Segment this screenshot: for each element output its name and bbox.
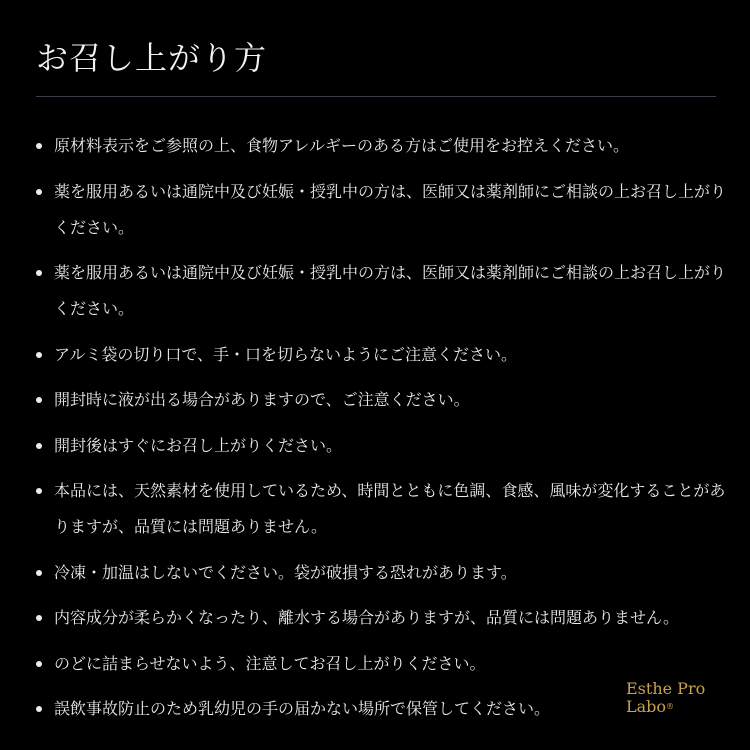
list-item — [36, 428, 726, 464]
list-item-text: 開封時に液が出る場合がありますので、ご注意ください。 — [54, 390, 470, 409]
precautions-list — [36, 128, 726, 737]
bullet-icon — [36, 570, 42, 576]
list-item-text: のどに詰まらせないよう、注意してお召し上がりください。 — [54, 653, 486, 673]
bullet-icon — [36, 397, 42, 403]
brand-logo — [626, 680, 705, 716]
bullet-icon — [36, 443, 42, 449]
list-item — [36, 382, 726, 418]
list-item — [36, 174, 726, 246]
bullet-icon — [36, 615, 42, 621]
logo-line-2 — [626, 698, 705, 716]
list-item-text: 誤飲事故防止のため乳幼児の手の届かない場所で保管してください。 — [54, 699, 551, 718]
bullet-icon — [36, 661, 42, 667]
bullet-icon — [36, 706, 42, 712]
bullet-icon — [36, 143, 42, 149]
list-item-text: 冷凍・加温はしないでください。袋が破損する恐れがあります。 — [54, 562, 517, 582]
bullet-icon — [36, 270, 42, 276]
list-item — [36, 255, 726, 327]
logo-line-2-text: Labo — [626, 697, 667, 716]
page-title: お召し上がり方 — [36, 39, 268, 77]
list-item — [36, 337, 726, 373]
bullet-icon — [36, 352, 42, 358]
list-item-text: 開封後はすぐにお召し上がりください。 — [54, 435, 343, 455]
logo-line-1: Esthe Pro — [626, 679, 706, 698]
bullet-icon — [36, 488, 42, 494]
list-item — [36, 473, 726, 545]
list-item-text: 本品には、天然素材を使用しているため、時間とともに色調、食感、風味が変化することがありますが、品質には問題ありません。 — [54, 481, 726, 536]
title-divider — [36, 96, 716, 97]
list-item — [36, 555, 726, 591]
bullet-icon — [36, 189, 42, 195]
registered-mark-icon: ® — [666, 702, 675, 711]
list-item — [36, 691, 726, 727]
list-item-text: 薬を服用あるいは通院中及び妊娠・授乳中の方は、医師又は薬剤師にご相談の上お召し上がりください。 — [54, 181, 727, 237]
list-item — [36, 646, 726, 682]
list-item-text: 内容成分が柔らかくなったり、離水する場合がありますが、品質には問題ありません。 — [54, 608, 679, 627]
list-item — [36, 600, 726, 636]
list-item-text: アルミ袋の切り口で、手・口を切らないようにご注意ください。 — [54, 344, 518, 364]
list-item-text: 原材料表示をご参照の上、食物アレルギーのある方はご使用をお控えください。 — [54, 136, 629, 155]
list-item — [36, 128, 726, 164]
list-item-text: 薬を服用あるいは通院中及び妊娠・授乳中の方は、医師又は薬剤師にご相談の上お召し上がりください。 — [54, 263, 727, 318]
